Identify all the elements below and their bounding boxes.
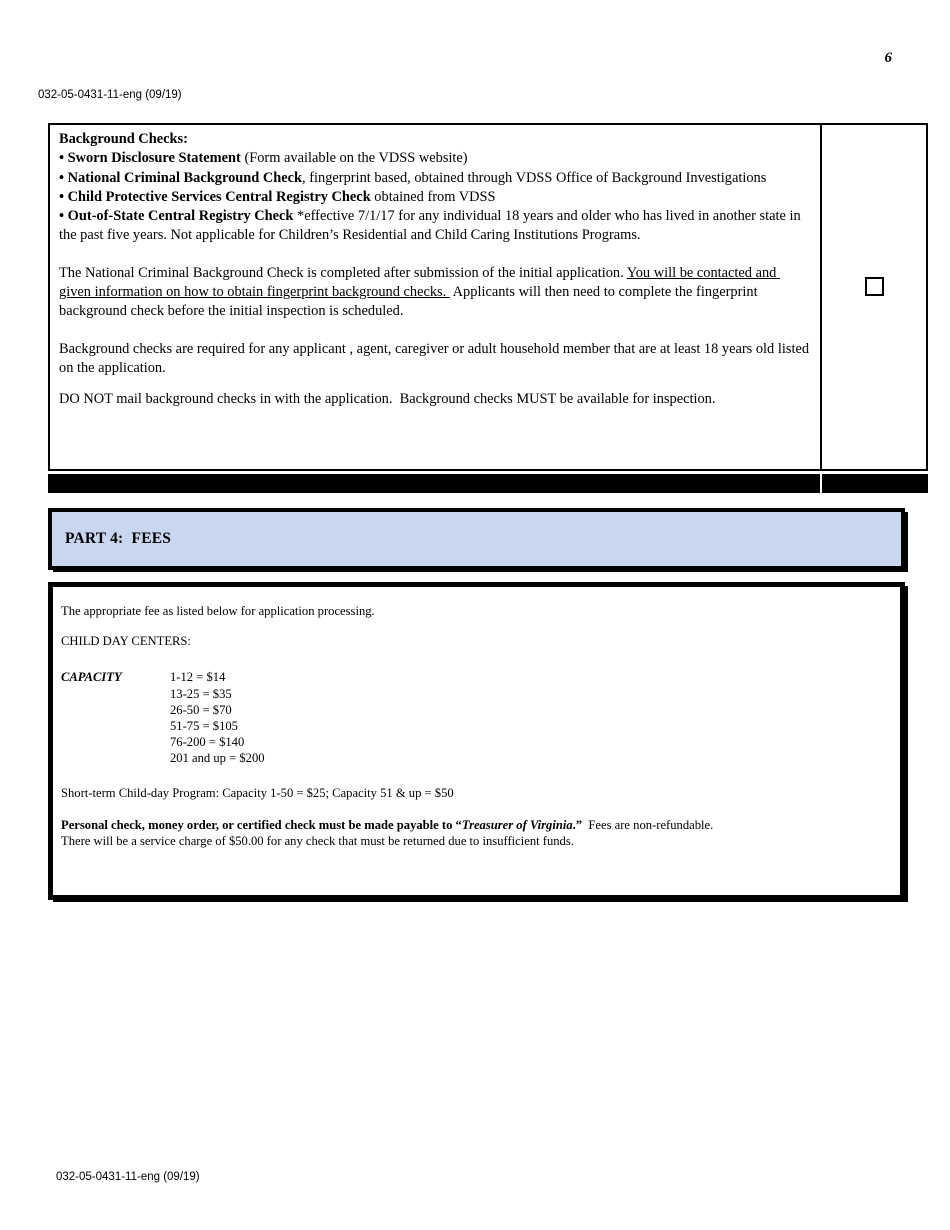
capacity-fee-list: [170, 669, 265, 766]
fees-section: [48, 582, 905, 900]
part4-fees-header: [48, 508, 905, 570]
bullet-bold-text: • National Criminal Background Check: [59, 169, 303, 186]
form-code-header: 032-05-0431-11-eng (09/19): [38, 89, 182, 101]
background-checks-section: [48, 123, 928, 471]
background-checks-text-cell: [50, 125, 822, 469]
paragraph-text: The National Criminal Background Check is completed after submission of the initial application.: [59, 264, 627, 281]
treasurer-of-virginia-text: Treasurer of Virginia: [461, 817, 573, 832]
payable-bold-text: .”: [572, 817, 583, 832]
bullet-rest-text: , fingerprint based, obtained through VDSS Office of Background Investigations: [302, 169, 767, 186]
capacity-fee-item: 51-75 = $105: [170, 719, 238, 734]
capacity-fee-item: 201 and up = $200: [170, 751, 265, 766]
non-refundable-text: Fees are non-refundable.: [582, 817, 714, 832]
payable-paragraph: [61, 817, 886, 833]
background-checks-title: Background Checks:: [59, 131, 188, 147]
part4-fees-title: PART 4: FEES: [65, 530, 172, 547]
bullet-rest-text: *effective 7/1/17 for any individual 18 years and older who has lived in another state in the past five years. Not applicable for Children’s Residential and Child Caring Institutions Programs.: [59, 208, 805, 244]
bullet-bold-text: • Out-of-State Central Registry Check: [59, 208, 298, 225]
capacity-fee-item: 26-50 = $70: [170, 702, 232, 717]
background-checks-checkbox-cell: [822, 125, 926, 469]
paragraph-text: Applicants will then need to complete the fingerprint background check before the initial inspection is scheduled.: [59, 284, 762, 320]
capacity-fee-item: 1-12 = $14: [170, 670, 226, 685]
bullet-rest-text: obtained from VDSS: [370, 188, 496, 205]
divider-bar-right: [822, 474, 928, 493]
form-code-footer: 032-05-0431-11-eng (09/19): [56, 1171, 200, 1183]
divider-bar-left: [48, 474, 820, 493]
do-not-mail-paragraph: DO NOT mail background checks in with the application. Background checks MUST be available for inspection.: [59, 391, 716, 408]
capacity-fee-table: [61, 669, 886, 766]
short-term-program-text: Short-term Child-day Program: Capacity 1-50 = $25; Capacity 51 & up = $50: [61, 785, 454, 800]
bullet-rest-text: (Form available on the VDSS website): [240, 150, 468, 167]
capacity-label: CAPACITY: [61, 670, 122, 685]
bullet-bold-text: • Child Protective Services Central Registry Check: [59, 188, 371, 205]
underlined-text: You will be contacted and given information on how to obtain fingerprint background checks.: [59, 264, 780, 301]
capacity-fee-item: 76-200 = $140: [170, 735, 245, 750]
capacity-fee-item: 13-25 = $35: [170, 686, 232, 701]
child-day-centers-heading: CHILD DAY CENTERS:: [61, 634, 191, 649]
required-paragraph: Background checks are required for any applicant , agent, caregiver or adult household member that are at least 18 years old listed on the application.: [59, 340, 813, 376]
bullet-item: [59, 188, 810, 207]
bullet-item: [59, 149, 810, 168]
service-charge-text: There will be a service charge of $50.00 for any check that must be returned due to insufficient funds.: [61, 834, 574, 849]
background-checks-checkbox[interactable]: [865, 277, 884, 296]
bullet-bold-text: • Sworn Disclosure Statement: [59, 150, 241, 167]
section-divider-bar: [48, 474, 928, 493]
fingerprint-paragraph: [59, 264, 810, 322]
bullet-item: [59, 169, 810, 188]
bullet-item: [59, 207, 810, 246]
fees-intro-text: The appropriate fee as listed below for application processing.: [61, 604, 375, 618]
page-number: 6: [884, 50, 892, 66]
payable-bold-text: Personal check, money order, or certified check must be made payable to “: [61, 817, 462, 832]
